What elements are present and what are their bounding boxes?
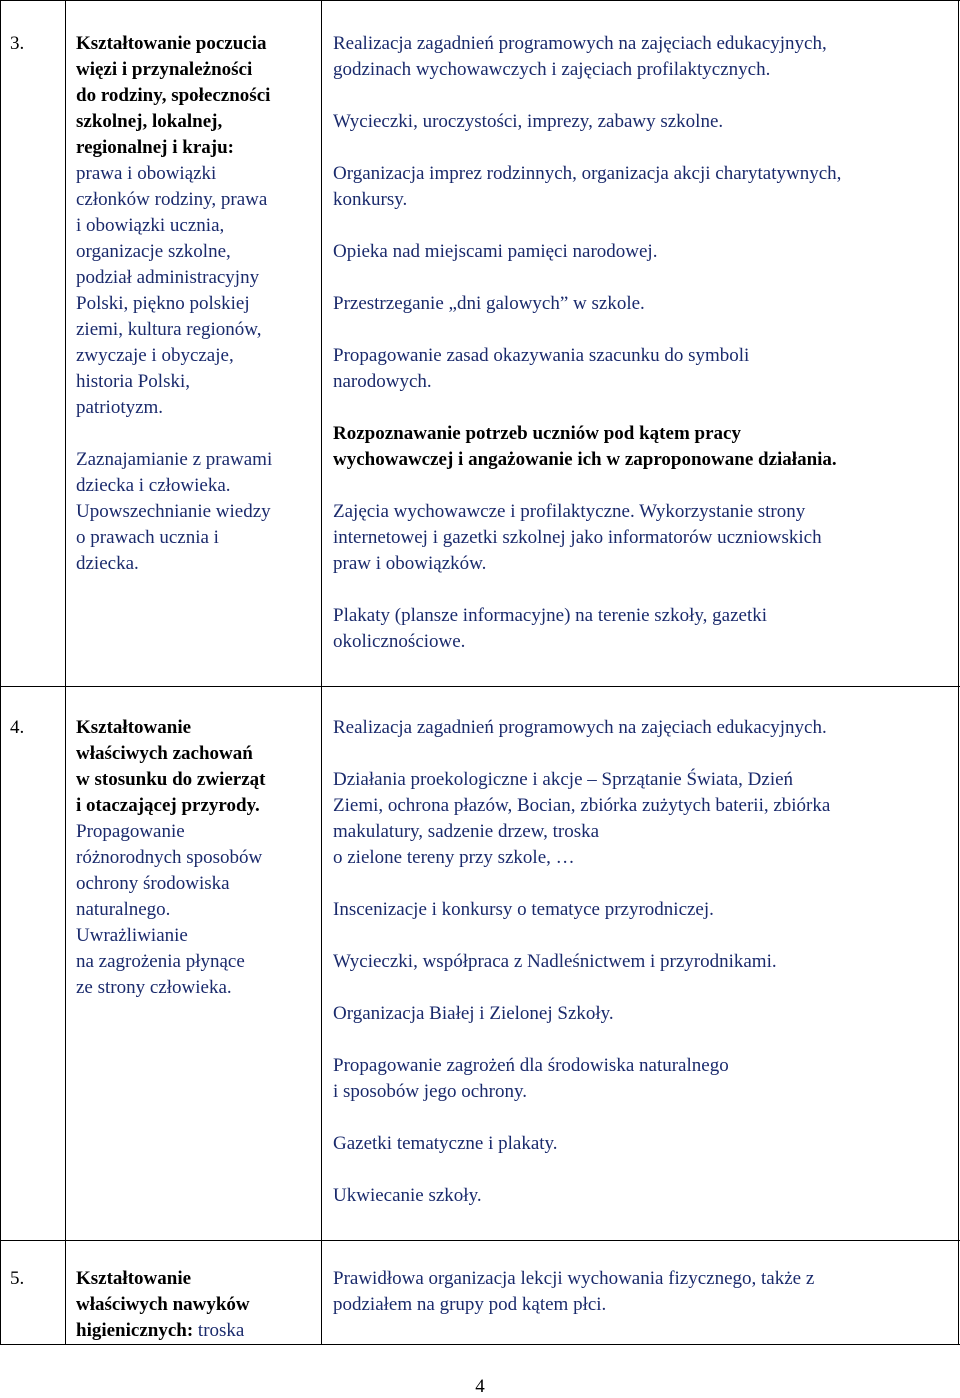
topic-title-line: higienicznych: [76,1320,194,1341]
topic-title-line: szkolnej, lokalnej, [76,111,223,132]
topic-body-line: Polski, piękno polskiej [76,293,250,314]
action-line: i sposobów jego ochrony. [333,1081,528,1102]
table-rule-row3-bottom [0,686,960,687]
action-line: Zajęcia wychowawcze i profilaktyczne. Wykorzystanie strony [333,501,806,522]
topic-body-line: i obowiązki ucznia, [76,215,225,236]
action-line: internetowej i gazetki szkolnej jako informatorów uczniowskich [333,527,822,548]
action-line: Realizacja zagadnień programowych na zajęciach edukacyjnych, [333,33,827,54]
action-line: Organizacja Białej i Zielonej Szkoły. [333,1003,614,1024]
topic-title-line: w stosunku do zwierząt [76,769,266,790]
actions-cell [333,1266,953,1318]
topic-title-tail: troska [197,1320,245,1341]
topic-body-line: o prawach ucznia i [76,527,219,548]
action-line: makulatury, sadzenie drzew, troska [333,821,600,842]
topic-body-line: Zaznajamianie z prawami [76,449,273,470]
table-rule-right [958,0,959,1345]
action-line: Plakaty (plansze informacyjne) na terenie szkoły, gazetki [333,605,768,626]
topic-body-line: na zagrożenia płynące [76,951,245,972]
table-rule-row5-bottom [0,1344,960,1345]
topic-body-line: Uwrażliwianie [76,925,188,946]
row-number: 3. [10,33,25,54]
topic-body-line: ze strony człowieka. [76,977,232,998]
topic-cell [76,31,321,577]
topic-title-line: właściwych zachowań [76,743,253,764]
action-line: Działania proekologiczne i akcje – Sprzątanie Świata, Dzień [333,769,794,790]
topic-body-line: podział administracyjny [76,267,260,288]
action-line: podziałem na grupy pod kątem płci. [333,1294,607,1315]
topic-title-line: Kształtowanie poczucia [76,33,267,54]
topic-body-line: członków rodziny, prawa [76,189,268,210]
action-line: praw i obowiązków. [333,553,487,574]
action-line: Organizacja imprez rodzinnych, organizacja akcji charytatywnych, [333,163,842,184]
topic-body-line: organizacje szkolne, [76,241,231,262]
action-line: Ukwiecanie szkoły. [333,1185,482,1206]
table-rule-col2 [321,0,322,1345]
row-number: 5. [10,1268,25,1289]
topic-title-line: Kształtowanie [76,1268,192,1289]
topic-body-line: różnorodnych sposobów [76,847,263,868]
action-line-bold: wychowawczej i angażowanie ich w zaproponowane działania. [333,449,837,470]
action-line: konkursy. [333,189,408,210]
topic-title-line: do rodziny, społeczności [76,85,271,106]
actions-cell [333,715,953,1209]
topic-title-line: właściwych nawyków [76,1294,250,1315]
topic-body-line: dziecka. [76,553,139,574]
table-rule-left [0,0,1,1345]
action-line: Propagowanie zasad okazywania szacunku do symboli [333,345,750,366]
action-line: Przestrzeganie „dni galowych” w szkole. [333,293,645,314]
topic-body-line: naturalnego. [76,899,171,920]
row-number: 4. [10,717,25,738]
topic-title-line: Kształtowanie [76,717,192,738]
topic-body-line: dziecka i człowieka. [76,475,231,496]
action-line: Inscenizacje i konkursy o tematyce przyrodniczej. [333,899,714,920]
table-rule-top [0,0,960,1]
topic-body-line: ziemi, kultura regionów, [76,319,262,340]
topic-cell [76,1266,321,1344]
topic-body-line: Propagowanie [76,821,185,842]
action-line: Prawidłowa organizacja lekcji wychowania fizycznego, także z [333,1268,815,1289]
action-line: Wycieczki, współpraca z Nadleśnictwem i przyrodnikami. [333,951,777,972]
topic-body-line: patriotyzm. [76,397,164,418]
topic-title-line: i otaczającej przyrody. [76,795,260,816]
table-rule-row4-bottom [0,1240,960,1241]
action-line: Realizacja zagadnień programowych na zajęciach edukacyjnych. [333,717,827,738]
topic-body-line: zwyczaje i obyczaje, [76,345,234,366]
topic-body-line: historia Polski, [76,371,191,392]
action-line: narodowych. [333,371,432,392]
topic-body-line: Upowszechnianie wiedzy [76,501,271,522]
action-line: Propagowanie zagrożeń dla środowiska naturalnego [333,1055,729,1076]
table-rule-col1 [65,0,66,1345]
action-line: godzinach wychowawczych i zajęciach profilaktycznych. [333,59,771,80]
page-number: 4 [475,1376,485,1397]
topic-body-line: prawa i obowiązki [76,163,217,184]
action-line: okolicznościowe. [333,631,466,652]
action-line: Gazetki tematyczne i plakaty. [333,1133,558,1154]
action-line-bold: Rozpoznawanie potrzeb uczniów pod kątem pracy [333,423,741,444]
topic-title-line: więzi i przynależności [76,59,253,80]
action-line: Wycieczki, uroczystości, imprezy, zabawy szkolne. [333,111,724,132]
action-line: Opieka nad miejscami pamięci narodowej. [333,241,658,262]
topic-body-line: ochrony środowiska [76,873,230,894]
action-line: o zielone tereny przy szkole, … [333,847,575,868]
action-line: Ziemi, ochrona płazów, Bocian, zbiórka zużytych baterii, zbiórka [333,795,831,816]
topic-title-line: regionalnej i kraju: [76,137,234,158]
topic-cell [76,715,321,1001]
actions-cell [333,31,953,655]
